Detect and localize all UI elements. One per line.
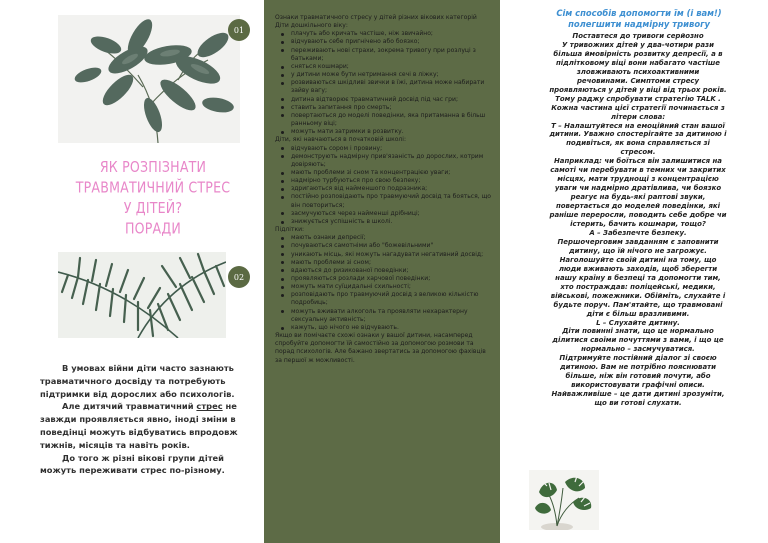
- help-body-line: А – Забезпечте безпеку.: [589, 228, 687, 237]
- title-line-4: ПОРАДИ: [124, 220, 182, 238]
- palm-leaves-illustration: [58, 252, 226, 338]
- signs-panel: [264, 0, 500, 543]
- help-body-line: стресом.: [620, 148, 656, 157]
- help-body-line: ділитися своїми почуттями з вами, і що це: [552, 336, 724, 345]
- help-title-line-2: полегшити надмірну тривогу: [568, 19, 710, 29]
- help-body-line: Кожна частина цієї стратегії починається з: [551, 103, 725, 112]
- help-body-line: T – Налаштуйтеся на емоційний стан вашої: [551, 121, 725, 130]
- help-body-line: проявляються у дітей у віці від трьох років.: [549, 85, 727, 94]
- help-body-line: нашу країну в безпеці та допомогти тим,: [555, 273, 721, 282]
- help-body-line: Підтримуйте постійний діалог зі своєю: [559, 354, 717, 363]
- help-body-line: уваги чи надмірно дратівлива, чи боязко: [554, 184, 722, 193]
- help-ways-title: [524, 8, 754, 30]
- ficus-plant-illustration: [58, 15, 240, 143]
- help-body-line: повертається до моделей поведінки, які: [555, 202, 720, 211]
- help-body-line: підлітковому віці вони набагато частіше: [556, 58, 720, 67]
- title-line-1: ЯК РОЗПІЗНАТИ: [99, 159, 207, 177]
- list-item: ставить запитання про смерть;: [275, 104, 493, 112]
- list-item: відчувають сором і провину;: [275, 145, 493, 153]
- signs-heading: Ознаки травматичного стресу у дітей різних вікових категорій: [275, 14, 477, 21]
- help-body-line: подивіться, як вона справляється зі: [566, 139, 710, 148]
- list-item: знижується успішність в школі.: [275, 218, 493, 226]
- signs-footer: Якщо ви помічаєте схожі ознаки у вашої дитини, насамперед спробуйте допомогти їй самостійно за допомогою розмови та порад психологів. Але бажано звертатись за допомогою фахівців за першої ж можливості.: [275, 332, 486, 364]
- help-body-line: раніше переросли, поводить себе добре чи: [549, 211, 727, 220]
- help-body-line: зловживають психоактивними: [576, 67, 700, 76]
- intro-paragraph-1: В умовах війни діти часто зазнають травматичного досвіду та потребують підтримки від дорослих або психологів.: [40, 363, 235, 399]
- help-body-line: Наприклад: чи боїться він залишитися на: [554, 157, 722, 166]
- list-item: надмірно турбуються про свою безпеку;: [275, 177, 493, 185]
- help-body-line: Поставтеся до тривоги серйозно: [572, 32, 704, 40]
- intro-paragraph-3: До того ж різні вікові групи дітей можуть переживати стрес по-різному.: [40, 452, 225, 476]
- help-body-line: нормально – засмучуватися.: [581, 345, 695, 354]
- section-number-badge-1: 01: [228, 19, 250, 41]
- list-item: мають проблеми зі сном;: [275, 259, 493, 267]
- potted-plant-illustration: [529, 470, 599, 530]
- intro-paragraph-2-start: Але дитячий травматичний: [62, 401, 197, 412]
- intro-paragraph-2: [40, 400, 248, 451]
- teen-list: [275, 234, 493, 332]
- help-body-line: Діти повинні знати, що це нормально: [562, 327, 714, 336]
- help-body-line: реагує на будь-які раптові звуки,: [570, 193, 706, 202]
- list-item: почуваються самотніми або "божевільними": [275, 242, 493, 250]
- signs-content: [275, 14, 493, 365]
- preschool-list: [275, 30, 493, 136]
- help-title-line-1: Сім способів допомогти їм (і вам!): [556, 8, 722, 18]
- help-body-line: L – Слухайте дитину.: [596, 318, 680, 327]
- help-body-line: місцях, мати труднощі з концентрацією: [557, 175, 719, 184]
- teen-heading: Підлітки:: [275, 226, 305, 234]
- help-body-line: У тривожних дітей у два-чотири рази: [562, 40, 714, 49]
- primary-school-list: [275, 145, 493, 227]
- help-body-line: діти є більш вразливими.: [586, 309, 690, 318]
- list-item: у дитини може бути нетримання сечі в ліжку;: [275, 71, 493, 79]
- list-item: мають ознаки депресії;: [275, 234, 493, 242]
- intro-paragraph-2-end: не завжди проявляється явно, іноді зміни в поведінці можуть відбуватись впродовж тижнів, місяців та навіть років.: [40, 401, 238, 450]
- list-item: здригаються від найменшого подразника;: [275, 185, 493, 193]
- help-body-line: літери слова:: [610, 112, 666, 121]
- section-number-badge-2: 02: [228, 266, 250, 288]
- help-body-line: Тому раджу спробувати стратегію TALK .: [555, 94, 721, 103]
- help-ways-body: [518, 32, 758, 408]
- list-item: кажуть, що нічого не відчувають.: [275, 324, 493, 332]
- help-body-line: військові, пожежники. Обійміть, слухайте і: [550, 291, 726, 300]
- help-body-line: самоті чи перебувати в темних чи закритих: [550, 166, 726, 175]
- help-body-line: Наголошуйте своїй дитині на тому, що: [559, 255, 717, 264]
- title-line-2: ТРАВМАТИЧНИЙ СТРЕС: [75, 179, 231, 197]
- ficus-plant-photo: [58, 15, 240, 143]
- help-body-line: речовинами. Симптоми стресу: [576, 76, 700, 85]
- help-body-line: використовувати графічні описи.: [571, 381, 705, 390]
- list-item: можуть мати суїцидальні схильності;: [275, 283, 493, 291]
- list-item: сняться кошмари;: [275, 63, 493, 71]
- preschool-heading: Діти дошкільного віку:: [275, 22, 348, 30]
- list-item: розвиваються шкідливі звички в їжі, дитина може набирати зайву вагу;: [275, 79, 493, 95]
- help-body-line: будьте поруч. Пам'ятайте, що травмовані: [553, 300, 723, 309]
- help-body-line: більше, ніж він готовий почути, або: [565, 372, 711, 381]
- palm-leaves-photo: [58, 252, 226, 338]
- help-body-line: дитини. Уважно спостерігайте за дитиною і: [549, 130, 727, 139]
- help-body-line: дитиною. Вам не потрібно пояснювати: [559, 363, 717, 372]
- list-item: дитина відтворює травматичний досвід під час гри;: [275, 96, 493, 104]
- list-item: вдаються до ризикованої поведінки;: [275, 267, 493, 275]
- help-body-line: що ви готові слухати.: [594, 399, 682, 408]
- title-line-3: У ДІТЕЙ?: [123, 200, 183, 218]
- help-body-line: Першочерговим завданням є заповнити: [557, 237, 719, 246]
- list-item: проявляються розлади харчової поведінки;: [275, 275, 493, 283]
- potted-plant-photo: [529, 470, 599, 530]
- help-body-line: хто постраждав: поліцейські, медики,: [560, 282, 716, 291]
- list-item: постійно розповідають про травмуючий досвід та бояться, що він повториться;: [275, 193, 493, 209]
- list-item: повертаються до моделі поведінки, яка притаманна в більш ранньому віці;: [275, 112, 493, 128]
- stress-link[interactable]: стрес: [196, 401, 223, 412]
- list-item: переживають нові страхи, зокрема тривогу при розлуці з батьками;: [275, 47, 493, 63]
- list-item: відчувають себе пригнічено або боязко;: [275, 38, 493, 46]
- help-body-line: люди вживають заходів, щоб зберегти: [558, 264, 718, 273]
- help-body-line: істерить, бачить кошмари, тощо?: [570, 220, 706, 229]
- page-title: [58, 158, 248, 240]
- primary-school-heading: Діти, які навчаються в початковій школі:: [275, 136, 407, 144]
- help-body-line: дитину, що їй нічого не загрожує.: [569, 246, 707, 255]
- help-body-line: Найважливіше – це дати дитині зрозуміти,: [551, 390, 725, 399]
- intro-text: [40, 362, 248, 477]
- list-item: можуть мати затримки в розвитку.: [275, 128, 493, 136]
- help-body-line: більша ймовірність розвитку депресії, а в: [553, 49, 723, 58]
- list-item: мають проблеми зі сном та концентрацією уваги;: [275, 169, 493, 177]
- list-item: розповідають про травмуючий досвід з великою кількістю подробиць;: [275, 291, 493, 307]
- list-item: плачуть або кричать частіше, ніж звичайно;: [275, 30, 493, 38]
- list-item: демонструють надмірну прив'язаність до дорослих, котрим довіряють;: [275, 153, 493, 169]
- list-item: уникають місць, які можуть нагадувати негативний досвід;: [275, 251, 493, 259]
- list-item: засмучуються через найменші дрібниці;: [275, 210, 493, 218]
- list-item: можуть вживати алкоголь та проявляти нехарактерну сексуальну активність;: [275, 308, 493, 324]
